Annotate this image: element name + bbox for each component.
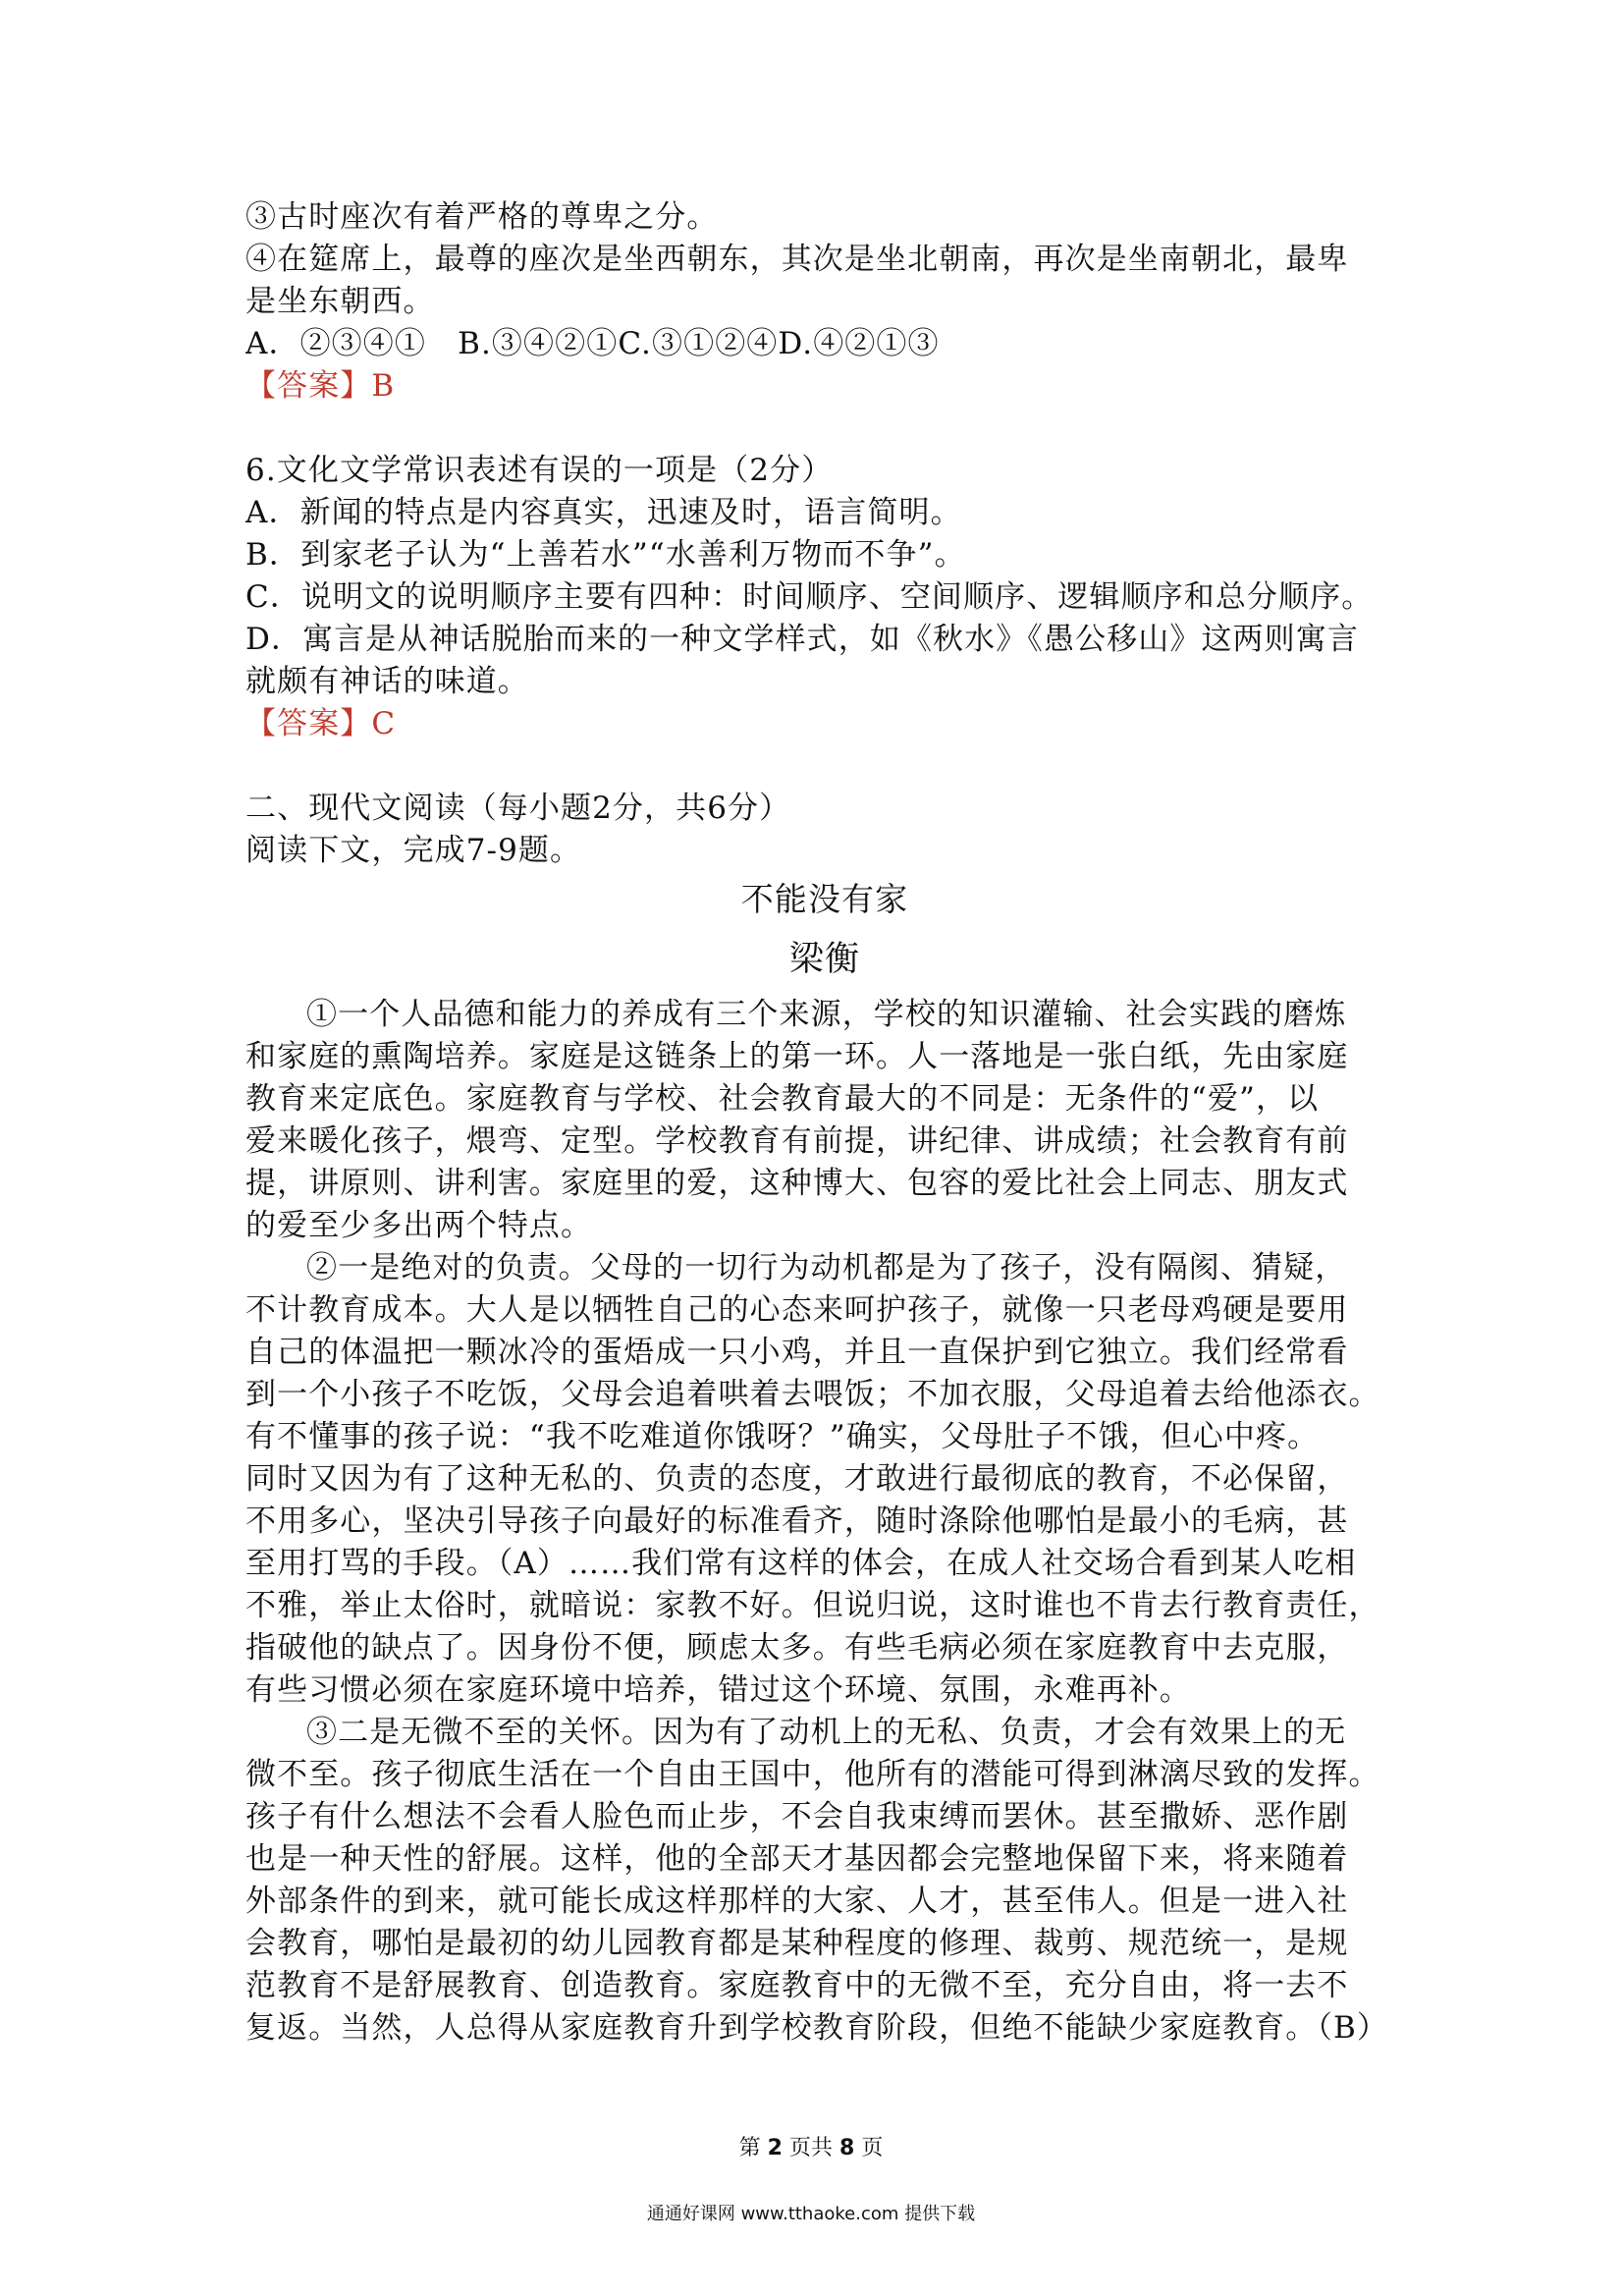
- paragraph-line: 不雅，举止太俗时，就暗说：家教不好。但说归说，这时谁也不肯去行教育责任，: [245, 1588, 1380, 1623]
- q5-statement-3: ③古时座次有着严格的尊卑之分。: [245, 199, 719, 235]
- q5-statement-4-cont: 是坐东朝西。: [245, 284, 435, 319]
- paragraph-line: ③二是无微不至的关怀。因为有了动机上的无私、负责，才会有效果上的无: [306, 1715, 1347, 1750]
- article-author: 梁衡: [788, 940, 861, 979]
- page-number-mid: 页共: [788, 2136, 833, 2160]
- paragraph-line: 也是一种天性的舒展。这样，他的全部天才基因都会完整地保留下来，将来随着: [245, 1841, 1349, 1877]
- section-heading: 二、现代文阅读（每小题2分，共6分）: [245, 791, 791, 826]
- article-title: 不能没有家: [740, 880, 909, 918]
- paragraph-line: 和家庭的熏陶培养。家庭是这链条上的第一环。人一落地是一张白纸，先由家庭: [245, 1039, 1349, 1074]
- q6-option-d: D．寓言是从神话脱胎而来的一种文学样式，如《秋水》《愚公移山》这两则寓言: [245, 622, 1359, 657]
- paragraph-line: 同时又因为有了这种无私的、负责的态度，才敢进行最彻底的教育，不必保留，: [245, 1461, 1349, 1497]
- page-number-suffix: 页: [861, 2136, 884, 2160]
- paragraph-line: 到一个小孩子不吃饭，父母会追着哄着去喂饭；不加衣服，父母追着去给他添衣。: [245, 1377, 1380, 1412]
- paragraph-line: 外部条件的到来，就可能长成这样那样的大家、人才，甚至伟人。但是一进入社: [245, 1884, 1349, 1919]
- reading-instruction: 阅读下文，完成7-9题。: [245, 833, 582, 868]
- paragraph-line: 孩子有什么想法不会看人脸色而止步，不会自我束缚而罢休。甚至撒娇、恶作剧: [245, 1799, 1349, 1834]
- paragraph-line: 提，讲原则、讲利害。家庭里的爱，这种博大、包容的爱比社会上同志、朋友式: [245, 1166, 1349, 1201]
- q6-answer: 【答案】C: [245, 706, 397, 741]
- paragraph-line: 不计教育成本。大人是以牺牲自己的心态来呵护孩子，就像一只老母鸡硬是要用: [245, 1292, 1349, 1328]
- q5-answer: 【答案】B: [245, 368, 396, 404]
- paragraph-line: 不用多心，坚决引导孩子向最好的标准看齐，随时涤除他哪怕是最小的毛病，甚: [245, 1503, 1349, 1539]
- paragraph-line: 微不至。孩子彻底生活在一个自由王国中，他所有的潜能可得到淋漓尽致的发挥。: [245, 1757, 1380, 1792]
- paragraph-2: [245, 1247, 1404, 1712]
- q6-option-b: B．到家老子认为“上善若水”“水善利万物而不争”。: [245, 537, 966, 573]
- q6-option-a: A．新闻的特点是内容真实，迅速及时，语言简明。: [245, 495, 962, 530]
- q6-option-d-cont: 就颇有神话的味道。: [245, 664, 529, 699]
- q5-options: A．②③④① B.③④②①C.③①②④D.④②①③: [245, 326, 940, 361]
- current-page: 2: [767, 2136, 783, 2160]
- q5-statement-4: ④在筵席上，最尊的座次是坐西朝东，其次是坐北朝南，再次是坐南朝北，最卑: [245, 242, 1349, 277]
- paragraph-line: 范教育不是舒展教育、创造教育。家庭教育中的无微不至，充分自由，将一去不: [245, 1968, 1349, 2003]
- q6-option-c: C．说明文的说明顺序主要有四种：时间顺序、空间顺序、逻辑顺序和总分顺序。: [245, 579, 1374, 615]
- paragraph-line: 教育来定底色。家庭教育与学校、社会教育最大的不同是：无条件的“爱”，以: [245, 1081, 1320, 1117]
- paragraph-line: 的爱至少多出两个特点。: [245, 1208, 593, 1243]
- paragraph-line: 自己的体温把一颗冰冷的蛋焐成一只小鸡，并且一直保护到它独立。我们经常看: [245, 1335, 1349, 1370]
- paragraph-line: 有些习惯必须在家庭环境中培养，错过这个环境、氛围，永难再补。: [245, 1672, 1191, 1708]
- site-footer: 通通好课网 www.tthaoke.com 提供下载: [646, 2204, 976, 2224]
- q6-stem: 6.文化文学常识表述有误的一项是（2分）: [245, 453, 834, 488]
- paragraph-line: 有不懂事的孩子说：“我不吃难道你饿呀？”确实，父母肚子不饿，但心中疼。: [245, 1419, 1320, 1454]
- paragraph-line: ②一是绝对的负责。父母的一切行为动机都是为了孩子，没有隔阂、猜疑，: [306, 1250, 1347, 1285]
- q5-tail-block: [245, 196, 1404, 2050]
- paragraph-line: 会教育，哪怕是最初的幼儿园教育都是某种程度的修理、裁剪、规范统一，是规: [245, 1926, 1349, 1961]
- paragraph-1: [245, 994, 1404, 1247]
- paragraph-line: 复返。当然，人总得从家庭教育升到学校教育阶段，但绝不能缺少家庭教育。（B）: [245, 2010, 1388, 2046]
- spacer: [245, 745, 1404, 788]
- page-number: [0, 2131, 1622, 2161]
- paragraph-line: 指破他的缺点了。因身份不便，顾虑太多。有些毛病必须在家庭教育中去克服，: [245, 1630, 1349, 1666]
- page-number-prefix: 第: [738, 2136, 761, 2160]
- paragraph-line: 至用打骂的手段。（A）……我们常有这样的体会，在成人社交场合看到某人吃相: [245, 1546, 1357, 1581]
- spacer: [245, 408, 1404, 450]
- paragraph-line: 爱来暖化孩子，煨弯、定型。学校教育有前提，讲纪律、讲成绩；社会教育有前: [245, 1123, 1349, 1159]
- paragraph-line: ①一个人品德和能力的养成有三个来源，学校的知识灌输、社会实践的磨炼: [306, 997, 1347, 1032]
- total-pages: 8: [839, 2136, 855, 2160]
- paragraph-3: [245, 1712, 1404, 2050]
